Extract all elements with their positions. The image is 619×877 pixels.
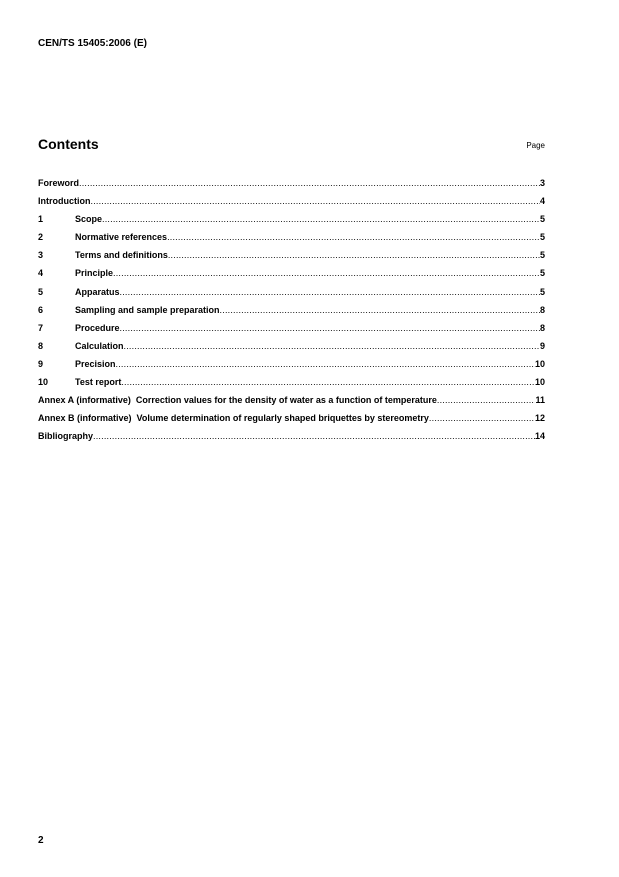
- toc-entry-number: 6: [38, 304, 44, 315]
- toc-entry-title: Annex B (informative) Volume determination of regularly shaped briquettes by stereometry: [38, 413, 429, 424]
- toc-dot-leader: [124, 337, 540, 355]
- toc-entry[interactable]: [38, 264, 545, 282]
- toc-dot-leader: [93, 427, 535, 445]
- toc-entry[interactable]: [38, 246, 545, 264]
- toc-entry-page: 10: [534, 358, 545, 369]
- toc-entry-page: 14: [534, 431, 545, 442]
- toc-entry-page: 3: [539, 178, 545, 188]
- toc-entry[interactable]: [38, 174, 545, 192]
- toc-entry-title: Sampling and sample preparation: [75, 304, 220, 315]
- toc-entry[interactable]: [38, 373, 545, 391]
- toc-dot-leader: [120, 319, 540, 337]
- toc-entry[interactable]: [38, 319, 545, 337]
- toc-dot-leader: [91, 192, 540, 210]
- toc-entry[interactable]: [38, 337, 545, 355]
- toc-entry-number: 3: [38, 250, 44, 261]
- toc-entry-number: 4: [38, 268, 44, 279]
- toc-entry-title: Bibliography: [38, 431, 94, 442]
- page-number: 2: [38, 835, 44, 846]
- toc-entry-title: Annex A (informative) Correction values for the density of water as a function of temperature: [38, 395, 437, 406]
- toc-dot-leader: [113, 264, 540, 282]
- toc-entry-page: 5: [539, 250, 545, 261]
- toc-entry-number: 10: [38, 377, 49, 388]
- toc-entry-page: 5: [539, 286, 545, 297]
- toc-dot-leader: [121, 373, 535, 391]
- toc-entry-number: 9: [38, 358, 44, 369]
- toc-dot-leader: [437, 391, 536, 409]
- toc-entry[interactable]: [38, 427, 545, 445]
- toc-dot-leader: [429, 409, 535, 427]
- toc-entry-page: 5: [539, 268, 545, 279]
- toc-entry[interactable]: [38, 355, 545, 373]
- toc-entry-number: 2: [38, 232, 44, 243]
- toc-entry-page: 10: [534, 377, 545, 388]
- toc-entry-title: Precision: [75, 358, 116, 369]
- toc-entry-page: 5: [539, 232, 545, 243]
- toc-entry-title: Test report: [75, 377, 122, 388]
- toc-entry-page: 5: [539, 214, 545, 225]
- toc-entry[interactable]: [38, 409, 545, 427]
- toc-entry-page: 12: [534, 413, 545, 424]
- toc-entry[interactable]: [38, 391, 545, 409]
- toc-entry-number: 7: [38, 322, 44, 333]
- toc-entry-title: Foreword: [38, 178, 80, 188]
- toc-entry-number: 1: [38, 214, 44, 225]
- toc-entry[interactable]: [38, 228, 545, 246]
- toc-entry-title: Apparatus: [75, 286, 120, 297]
- toc-dot-leader: [120, 283, 540, 301]
- toc-entry-page: 11: [535, 395, 545, 406]
- page-column-label: Page: [526, 141, 545, 150]
- toc-entry-title: Terms and definitions: [75, 250, 168, 261]
- toc-dot-leader: [167, 228, 540, 246]
- document-id: CEN/TS 15405:2006 (E): [38, 38, 147, 49]
- toc-entry[interactable]: [38, 283, 545, 301]
- toc-dot-leader: [168, 246, 540, 264]
- toc-entry-number: 8: [38, 340, 44, 351]
- toc-entry-page: 8: [539, 304, 545, 315]
- toc-entry-page: 8: [539, 322, 545, 333]
- toc-dot-leader: [79, 174, 540, 192]
- toc-entry-title: Scope: [75, 214, 103, 225]
- toc-dot-leader: [116, 355, 535, 373]
- toc-entry-title: Procedure: [75, 322, 120, 333]
- contents-title: Contents: [38, 136, 99, 152]
- toc-entry-title: Normative references: [75, 232, 168, 243]
- toc-entry-page: 4: [539, 196, 545, 207]
- toc-entry[interactable]: [38, 210, 545, 228]
- toc-entry[interactable]: [38, 301, 545, 319]
- toc-entry-page: 9: [539, 340, 545, 351]
- toc-entry-number: 5: [38, 286, 44, 297]
- toc-entry-title: Introduction: [38, 196, 91, 207]
- toc-dot-leader: [102, 210, 540, 228]
- table-of-contents: [38, 174, 545, 445]
- toc-entry-title: Principle: [75, 268, 114, 279]
- toc-dot-leader: [220, 301, 540, 319]
- toc-entry[interactable]: [38, 192, 545, 210]
- toc-entry-title: Calculation: [75, 340, 124, 351]
